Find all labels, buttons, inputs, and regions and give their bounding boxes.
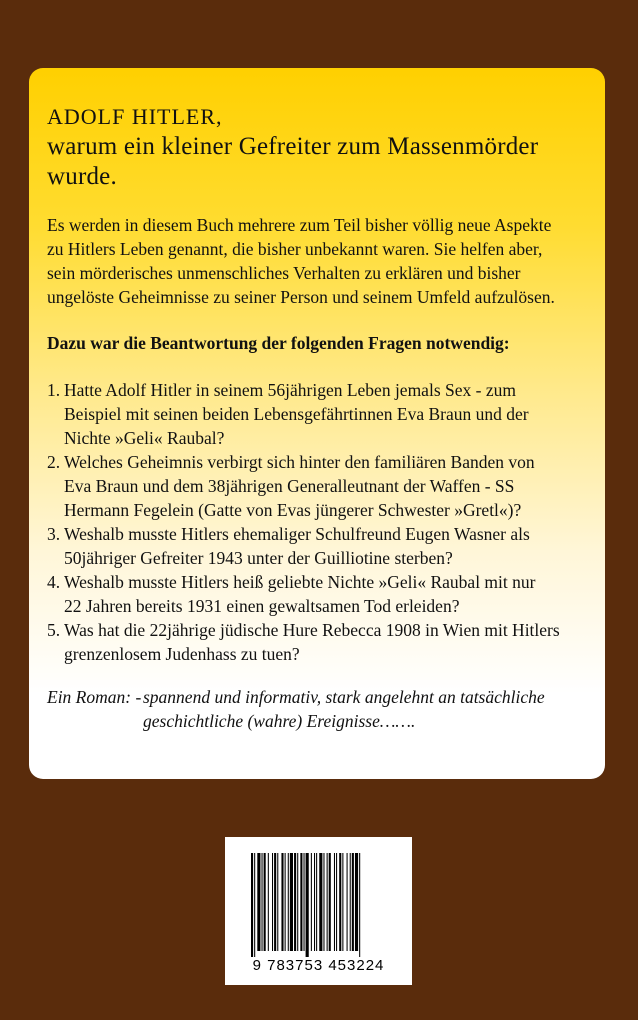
barcode-bar <box>277 853 278 951</box>
question-heading: Dazu war die Beantwortung der folgenden Fragen notwendig: <box>47 333 510 353</box>
barcode-bar <box>254 853 255 957</box>
barcode-bar <box>300 853 302 951</box>
question-line: Hatte Adolf Hitler in seinem 56jährigen Leben jemals Sex - zum <box>64 380 516 400</box>
question-line: Weshalb musste Hitlers heiß geliebte Nichte »Geli« Raubal mit nur <box>64 572 536 592</box>
barcode-bar <box>323 853 324 951</box>
question-item <box>47 570 585 618</box>
intro-line: ungelöste Geheimnisse zu seiner Person und seinem Umfeld aufzulösen. <box>47 287 555 307</box>
barcode-bar <box>350 853 351 951</box>
question-number: 2. <box>47 452 61 472</box>
barcode-bar <box>297 853 298 951</box>
question-number: 1. <box>47 380 61 400</box>
question-line: 50jähriger Gefreiter 1943 unter der Guilliotine sterben? <box>64 548 453 568</box>
text-panel <box>29 68 605 779</box>
question-line: Hermann Fegelein (Gatte von Evas jüngerer Schwester »Gretl«)? <box>64 500 522 520</box>
question-item <box>47 618 585 666</box>
question-line: Beispiel mit seinen beiden Lebensgefährtinnen Eva Braun und der <box>64 404 529 424</box>
barcode-bar <box>334 853 335 951</box>
barcode-bar <box>319 853 322 951</box>
question-item <box>47 378 585 450</box>
barcode-bar <box>327 853 328 951</box>
question-item <box>47 450 585 522</box>
barcode-bar <box>342 853 343 951</box>
barcode-bar <box>347 853 348 951</box>
barcode-bar <box>288 853 289 951</box>
question-item <box>47 522 585 570</box>
barcode-bar <box>355 853 358 951</box>
intro-line: sein mörderisches unmenschliches Verhalten zu erklären und bisher <box>47 263 521 283</box>
question-line: Welches Geheimnis verbirgt sich hinter den familiären Banden von <box>64 452 535 472</box>
barcode-bar <box>257 853 260 951</box>
title-line: wurde. <box>47 163 117 190</box>
question-line: Was hat die 22jährige jüdische Hure Rebecca 1908 in Wien mit Hitlers <box>64 620 560 640</box>
barcode-bar <box>339 853 341 951</box>
barcode-bar <box>359 853 360 957</box>
barcode-bar <box>274 853 276 951</box>
barcode-bar <box>272 853 273 951</box>
novel-label: Ein Roman: - <box>47 687 142 707</box>
question-line: 22 Jahren bereits 1931 einen gewaltsamen Tod erleiden? <box>64 596 460 616</box>
barcode-bar <box>264 853 266 951</box>
question-list <box>47 378 585 666</box>
title-line: warum ein kleiner Gefreiter zum Massenmörder <box>47 133 539 160</box>
question-line: Eva Braun und dem 38jährigen Generalleutnant der Waffen - SS <box>64 476 515 496</box>
isbn-barcode <box>225 837 412 985</box>
barcode-bar <box>304 853 305 951</box>
question-line: grenzenlosem Judenhass zu tuen? <box>64 644 300 664</box>
barcode-bar <box>306 853 309 957</box>
question-line: Nichte »Geli« Raubal? <box>64 428 225 448</box>
barcode-bar <box>352 853 354 951</box>
barcode-bar <box>262 853 263 951</box>
novel-line: geschichtliche (wahre) Ereignisse……. <box>143 711 416 731</box>
barcode-bar <box>294 853 296 951</box>
barcode-bar <box>290 853 293 951</box>
isbn-number: 9 783753 453224 <box>252 957 385 974</box>
barcode-bar <box>251 853 253 957</box>
novel-line: spannend und informativ, stark angelehnt an tatsächliche <box>143 687 545 707</box>
intro-line: Es werden in diesem Buch mehrere zum Teil bisher völlig neue Aspekte <box>47 215 552 235</box>
barcode-bar <box>268 853 269 951</box>
barcode-bar <box>316 853 317 951</box>
intro-line: zu Hitlers Leben genannt, die bisher unbekannt waren. Sie helfen aber, <box>47 239 543 259</box>
intro-paragraph <box>47 213 585 309</box>
barcode-bar <box>281 853 283 951</box>
question-number: 5. <box>47 620 61 640</box>
question-number: 3. <box>47 524 61 544</box>
barcode-bar <box>314 853 315 951</box>
novel-description <box>47 685 585 733</box>
title-line: ADOLF HITLER, <box>47 104 223 129</box>
barcode-bar <box>311 853 312 951</box>
barcode-bar <box>285 853 286 951</box>
barcode-icon <box>251 853 387 957</box>
barcode-bar <box>329 853 331 951</box>
question-number: 4. <box>47 572 61 592</box>
book-title <box>47 102 585 192</box>
barcode-bar <box>336 853 337 951</box>
question-line: Weshalb musste Hitlers ehemaliger Schulfreund Eugen Wasner als <box>64 524 530 544</box>
